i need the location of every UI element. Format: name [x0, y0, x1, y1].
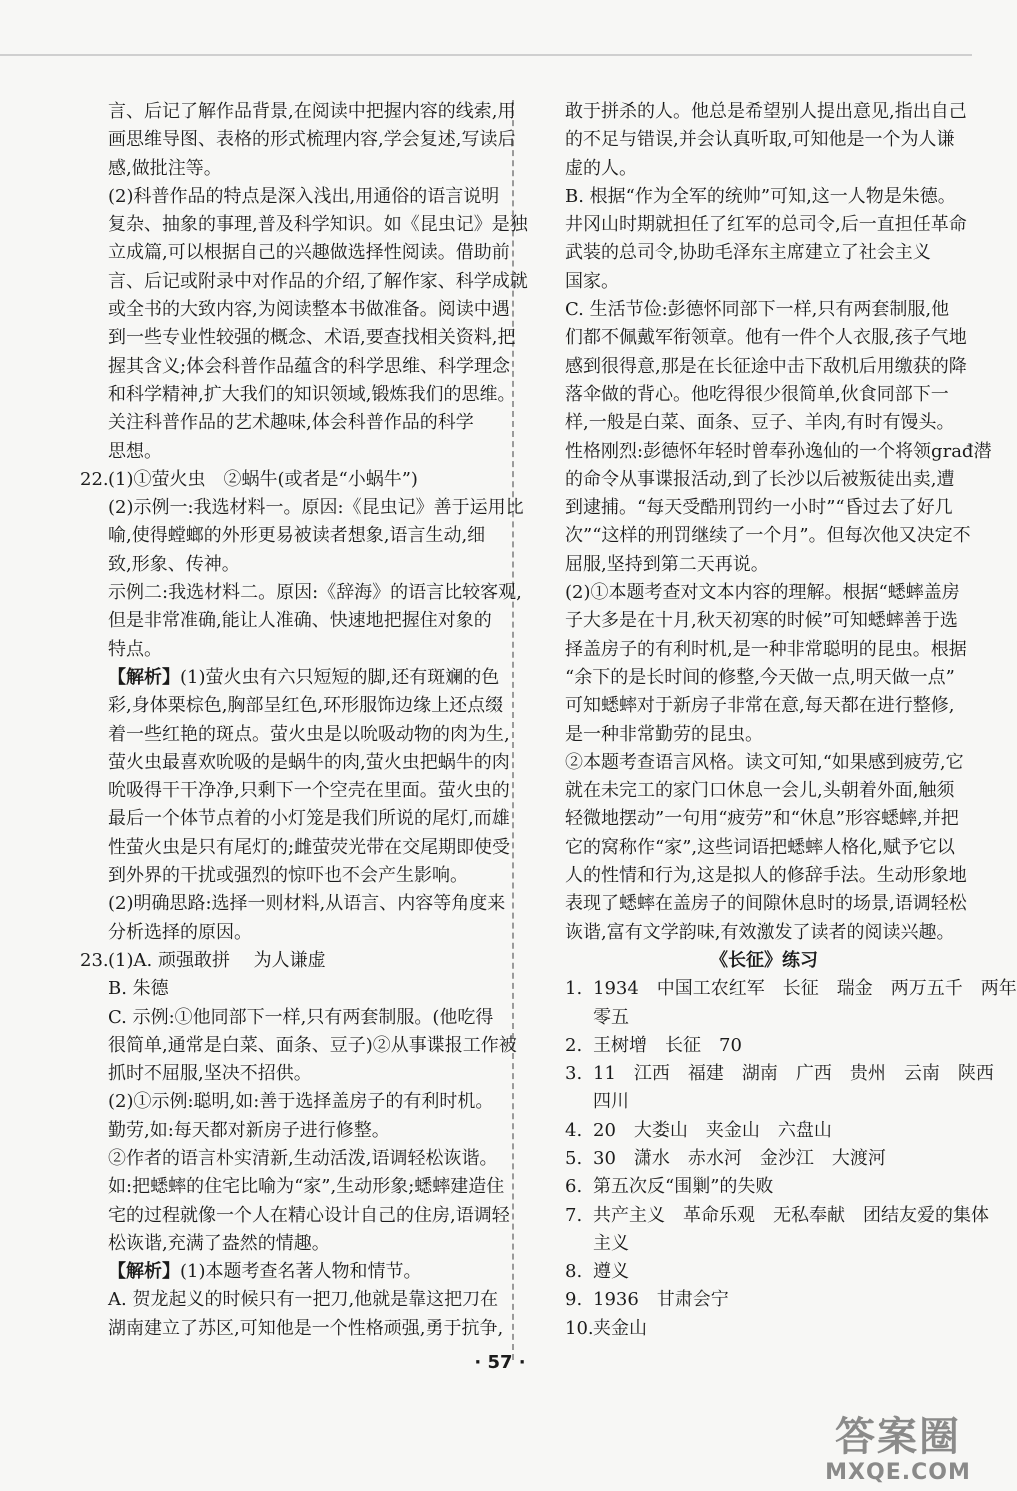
line-text: 立成篇,可以根据自己的兴趣做选择性阅读。借助前: [108, 242, 510, 264]
text-line: [565, 1145, 963, 1173]
text-line: [80, 607, 500, 635]
line-text: ②作者的语言朴实清新,生动活泼,语调轻松诙谐。: [108, 1147, 498, 1169]
text-line: [565, 607, 963, 635]
line-text: 的命令从事谍报活动,到了长沙以后被叛徒出卖,遭: [565, 468, 955, 490]
line-text: C. 示例:①他同部下一样,只有两套制服。(他吃得: [108, 1006, 494, 1028]
line-text: 武装的总司令,协助毛泽东主席建立了社会主义: [565, 242, 931, 264]
line-text: 诙谐,富有文学韵味,有效激发了读者的阅读兴趣。: [565, 921, 955, 943]
watermark-logo: 答案圈: [835, 1414, 961, 1460]
line-text: 思想。: [108, 440, 162, 462]
line-text: 感,做批注等。: [108, 157, 222, 179]
question-number: 6.: [565, 1176, 583, 1198]
line-text: 井冈山时期就担任了红军的总司令,后一直担任革命: [565, 214, 967, 236]
text-line: [565, 862, 967, 890]
line-text: 的不足与错误,并会认真听取,可知他是一个为人谦: [565, 129, 955, 151]
question-number: 1.: [565, 978, 583, 1000]
question-number: 10.: [565, 1317, 594, 1339]
text-line: [80, 692, 504, 720]
text-line: [80, 98, 516, 126]
text-line: [80, 353, 511, 381]
text-line: [565, 211, 967, 239]
line-text: 萤火虫最喜欢吮吸的是蜗牛的肉,萤火虫把蜗牛的肉: [108, 751, 510, 773]
text-line: [80, 805, 510, 833]
line-text: 遵义: [593, 1261, 629, 1283]
line-text: 夹金山: [593, 1317, 647, 1339]
line-text: 主义: [593, 1232, 629, 1254]
watermark: [808, 1414, 988, 1485]
line-text: B. 根据“作为全军的统帅”可知,这一人物是朱德。: [565, 185, 956, 207]
text-line: [565, 126, 963, 154]
line-text: 11 江西 福建 湖南 广西 贵州 云南 陕西: [593, 1063, 994, 1085]
line-text: (2)①示例:聪明,如:善于选择盖房子的有利时机。: [108, 1091, 494, 1113]
text-line: [565, 1202, 989, 1230]
line-text: 宅的过程就像一个人在精心设计自己的住房,语调轻: [108, 1204, 510, 1226]
text-line: [565, 1315, 963, 1343]
line-text: 第五次反“围剿”的失败: [593, 1176, 774, 1198]
text-line: [80, 721, 510, 749]
text-line: [565, 1230, 963, 1258]
text-line: [565, 296, 963, 324]
text-line: [565, 636, 967, 664]
line-text: 喻,使得螳螂的外形更易被读者想象,语言生动,细: [108, 525, 486, 547]
question-number: 2.: [565, 1034, 583, 1056]
line-text: 轻微地摆动”一句用“疲劳”和“休息”形容蟋蟀,并把: [565, 808, 959, 830]
text-line: [565, 268, 963, 296]
line-text: 或全书的大致内容,为阅读整本书做准备。阅读中遇: [108, 299, 510, 321]
text-line: [565, 975, 1017, 1003]
line-text: 30 潇水 赤水河 金沙江 大渡河: [593, 1147, 886, 1169]
text-line: [565, 1173, 963, 1201]
text-line: [565, 98, 967, 126]
text-line: [80, 1032, 517, 1060]
line-text: 感到很得意,那是在长征途中击下敌机后用缴获的降: [565, 355, 967, 377]
line-text: 湖南建立了苏区,可知他是一个性格顽强,勇于抗争,: [108, 1317, 504, 1339]
text-line: [565, 1258, 963, 1286]
line-text: 画思维导图、表格的形式梳理内容,学会复述,写读后: [108, 129, 516, 151]
line-text: 和科学精神,扩大我们的知识领域,锻炼我们的思维。: [108, 383, 516, 405]
text-line: [80, 919, 500, 947]
line-text: 零五: [593, 1006, 629, 1028]
question-number: 22.: [80, 468, 109, 490]
line-text: 如:把蟋蟀的住宅比喻为“家”,生动形象;蟋蟀建造住: [108, 1176, 505, 1198]
text-line: [80, 296, 510, 324]
line-text: (1)萤火虫有六只短短的脚,还有斑斓的色: [180, 666, 500, 688]
text-line: [80, 1004, 500, 1032]
text-line: [565, 805, 963, 833]
line-text: (1)①萤火虫 ②蜗牛(或者是“小蜗牛”): [108, 468, 418, 490]
text-line: [565, 919, 963, 947]
text-line: [565, 834, 963, 862]
text-line: [80, 268, 528, 296]
text-line: [80, 522, 500, 550]
text-line: [565, 692, 963, 720]
text-line: [565, 721, 963, 749]
line-text: 到外界的干扰或强烈的惊吓也不会产生影响。: [108, 865, 468, 887]
text-line: [565, 1117, 963, 1145]
text-line: [565, 664, 963, 692]
text-line: [565, 749, 963, 777]
text-line: [80, 211, 528, 239]
question-number: 5.: [565, 1147, 583, 1169]
text-line: [80, 409, 500, 437]
line-text: 共产主义 革命乐观 无私奉献 团结友爱的集体: [593, 1204, 989, 1226]
line-text: 它的窝称作“家”,这些词语把蟋蟀人格化,赋予它以: [565, 836, 955, 858]
text-line: [565, 1060, 994, 1088]
question-number: 3.: [565, 1063, 583, 1085]
question-number: 4.: [565, 1119, 583, 1141]
text-line: [565, 522, 971, 550]
line-text: 到一些专业性较强的概念、术语,要查找相关资料,把: [108, 327, 516, 349]
line-text: 关注科普作品的艺术趣味,体会科普作品的科学: [108, 412, 474, 434]
question-number: 8.: [565, 1261, 583, 1283]
left-column: [80, 98, 528, 1343]
line-text: 吮吸得干干净净,只剩下一个空壳在里面。萤火虫的: [108, 780, 510, 802]
text-line: [80, 183, 500, 211]
line-text: 王树增 长征 70: [593, 1034, 742, 1056]
text-line: [565, 466, 963, 494]
line-text: ②本题考查语言风格。读文可知,“如果感到疲劳,它: [565, 751, 964, 773]
line-text: 分析选择的原因。: [108, 921, 252, 943]
line-text: 握其含义;体会科普作品蕴含的科学思维、科学理念: [108, 355, 511, 377]
text-line: [80, 777, 510, 805]
header-rule: [0, 54, 972, 56]
text-line: [80, 975, 500, 1003]
text-line: [80, 862, 500, 890]
line-text: 20 大娄山 夹金山 六盘山: [593, 1119, 832, 1141]
text-line: [565, 381, 963, 409]
text-line: [80, 324, 516, 352]
line-text: 性萤火虫是只有尾灯的;雌萤荧光带在交尾期即使受: [108, 836, 511, 858]
line-text: “余下的是长时间的修整,今天做一点,明天做一点”: [565, 666, 955, 688]
line-text: 次”“这样的刑罚继续了一个月”。但每次他又决定不: [565, 525, 971, 547]
text-line: [565, 183, 963, 211]
text-line: [80, 749, 510, 777]
line-text: (2)示例一:我选材料一。原因:《昆虫记》善于运用比: [108, 497, 524, 519]
line-text: A. 贺龙起义的时候只有一把刀,他就是靠这把刀在: [108, 1289, 499, 1311]
line-text: 人的性情和行为,这是拟人的修辞手法。生动形象地: [565, 865, 967, 887]
text-line: [80, 1230, 500, 1258]
line-text: 最后一个体节点着的小灯笼是我们所说的尾灯,而雄: [108, 808, 510, 830]
text-line: [80, 438, 500, 466]
line-text: 示例二:我选材料二。原因:《辞海》的语言比较客观,: [108, 582, 522, 604]
line-text: 特点。: [108, 638, 162, 660]
text-line: [565, 324, 967, 352]
question-number: 7.: [565, 1204, 583, 1226]
line-text: 复杂、抽象的事理,普及科学知识。如《昆虫记》是独: [108, 214, 528, 236]
line-text: 但是非常准确,能让人准确、快速地把握住对象的: [108, 610, 492, 632]
text-line: [80, 1258, 500, 1286]
text-line: [80, 126, 516, 154]
line-text: 勤劳,如:每天都对新房子进行修整。: [108, 1119, 390, 1141]
question-number: 9.: [565, 1289, 583, 1311]
text-line: [80, 551, 500, 579]
text-line: [565, 777, 963, 805]
text-line: [80, 1117, 500, 1145]
line-text: 虚的人。: [565, 157, 637, 179]
right-column: [565, 98, 1017, 1343]
line-text: 是一种非常勤劳的昆虫。: [565, 723, 763, 745]
line-text: (1)本题考查名著人物和情节。: [180, 1261, 422, 1283]
text-line: [80, 1088, 500, 1116]
text-line: [80, 1202, 510, 1230]
line-text: 表现了蟋蟀在盖房子的间隙休息时的场景,语调轻松: [565, 893, 967, 915]
text-line: [80, 579, 522, 607]
text-line: [80, 664, 500, 692]
text-line: [80, 1145, 500, 1173]
text-line: [565, 1004, 963, 1032]
text-line: [565, 579, 963, 607]
text-line: [565, 438, 992, 466]
line-text: B. 朱德: [108, 978, 169, 1000]
text-line: [80, 494, 524, 522]
line-text: 可知蟋蟀对于新房子非常在意,每天都在进行整修,: [565, 695, 955, 717]
text-line: [80, 947, 500, 975]
line-text: 们都不佩戴军衔领章。他有一件个人衣服,孩子气地: [565, 327, 967, 349]
text-line: [565, 1032, 963, 1060]
page-number: · 57 ·: [474, 1352, 526, 1373]
line-text: 敢于拼杀的人。他总是希望别人提出意见,指出自己: [565, 101, 967, 122]
analysis-tag: 【解析】: [108, 1261, 180, 1283]
line-text: 言、后记了解作品背景,在阅读中把握内容的线索,用: [108, 101, 516, 122]
text-line: [565, 353, 967, 381]
line-text: 着一些红艳的斑点。萤火虫是以吮吸动物的肉为生,: [108, 723, 510, 745]
line-text: 到逮捕。“每天受酷刑罚约一小时”“昏过去了好几: [565, 497, 953, 519]
text-line: [80, 1060, 500, 1088]
line-text: C. 生活节俭:彭德怀同部下一样,只有两套制服,他: [565, 299, 950, 321]
line-text: 子大多是在十月,秋天初寒的时候”可知蟋蟀善于选: [565, 610, 958, 632]
line-text: (2)明确思路:选择一则材料,从语言、内容等角度来: [108, 893, 506, 915]
text-line: [80, 466, 500, 494]
line-text: 抓时不屈服,坚决不招供。: [108, 1063, 312, 1085]
line-text: 致,形象、传神。: [108, 553, 240, 575]
line-text: 四川: [593, 1091, 629, 1113]
line-text: 言、后记或附录中对作品的介绍,了解作家、科学成就: [108, 270, 528, 292]
text-line: [80, 1286, 500, 1314]
text-line: [565, 155, 963, 183]
text-line: [80, 239, 510, 267]
text-line: [80, 155, 500, 183]
line-text: (2)科普作品的特点是深入浅出,用通俗的语言说明: [108, 185, 500, 207]
line-text: (1)A. 顽强敢拼 为人谦虚: [108, 949, 326, 971]
watermark-url: MXQE.COM: [825, 1460, 971, 1485]
text-line: [80, 1173, 505, 1201]
text-line: [80, 636, 500, 664]
line-text: 就在未完工的家门口休息一会儿,头朝着外面,触须: [565, 780, 955, 802]
section-heading: [565, 947, 963, 975]
question-number: 23.: [80, 949, 109, 971]
line-text: 性格刚烈:彭德怀年轻时曾奉孙逸仙的一个将领građ潜: [565, 440, 992, 462]
text-line: [80, 834, 511, 862]
line-text: 1936 甘肃会宁: [593, 1289, 729, 1311]
text-line: [80, 1315, 504, 1343]
line-text: 很简单,通常是白菜、面条、豆子)②从事谍报工作被: [108, 1034, 517, 1056]
line-text: 1934 中国工农红军 长征 瑞金 两万五千 两年: [593, 978, 1017, 1000]
line-text: 彩,身体栗棕色,胸部呈红色,环形服饰边缘上还点缀: [108, 695, 504, 717]
text-line: [80, 381, 516, 409]
line-text: 屈服,坚持到第二天再说。: [565, 553, 769, 575]
text-line: [565, 494, 963, 522]
line-text: 落伞做的背心。他吃得很少很简单,伙食同部下一: [565, 383, 949, 405]
text-line: [565, 551, 963, 579]
line-text: 《长征》练习: [710, 949, 818, 971]
analysis-tag: 【解析】: [108, 666, 180, 688]
text-line: [565, 409, 963, 437]
line-text: 样,一般是白菜、面条、豆子、羊肉,有时有馒头。: [565, 412, 955, 434]
line-text: 国家。: [565, 270, 619, 292]
text-line: [80, 890, 506, 918]
line-text: (2)①本题考查对文本内容的理解。根据“蟋蟀盖房: [565, 582, 960, 604]
text-line: [565, 1286, 963, 1314]
text-line: [565, 1088, 963, 1116]
text-line: [565, 239, 963, 267]
text-line: [565, 890, 967, 918]
line-text: 松诙谐,充满了盎然的情趣。: [108, 1232, 330, 1254]
line-text: 择盖房子的有利时机,是一种非常聪明的昆虫。根据: [565, 638, 967, 660]
